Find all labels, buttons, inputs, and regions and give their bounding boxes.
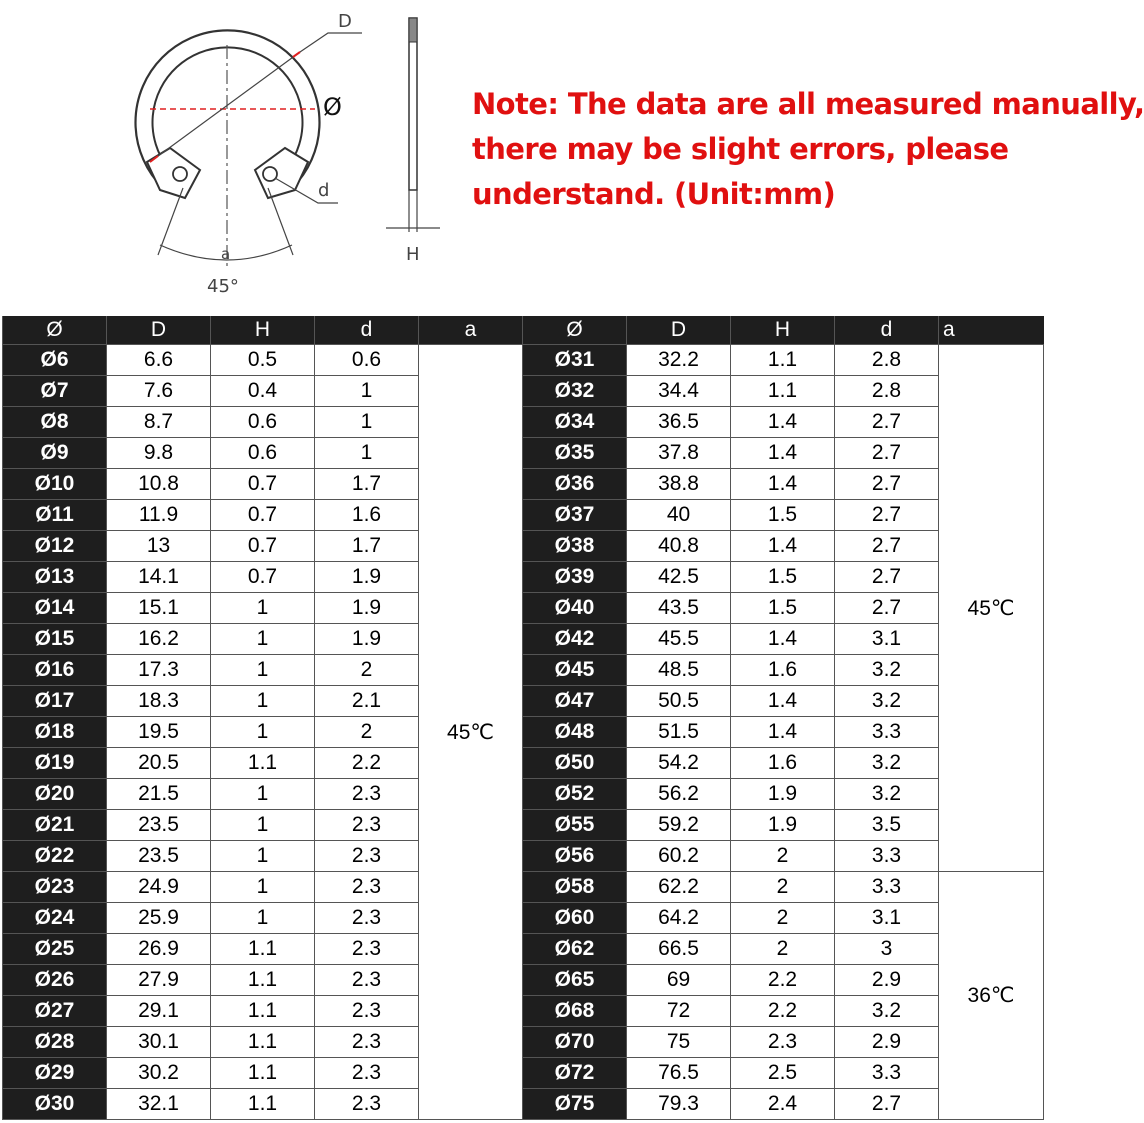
right-cell-D: 34.4 <box>627 376 731 407</box>
left-cell-H: 1 <box>211 593 315 624</box>
left-cell-H: 0.7 <box>211 531 315 562</box>
left-cell-D: 19.5 <box>107 717 211 748</box>
left-cell-D: 27.9 <box>107 965 211 996</box>
table-row <box>3 934 1044 965</box>
right-cell-size: Ø60 <box>523 903 627 934</box>
left-cell-d: 2.3 <box>315 1058 419 1089</box>
left-cell-H: 1 <box>211 624 315 655</box>
right-cell-d: 3.3 <box>835 841 939 872</box>
table-row <box>3 562 1044 593</box>
right-cell-d: 3.2 <box>835 996 939 1027</box>
right-cell-size: Ø37 <box>523 500 627 531</box>
left-cell-D: 15.1 <box>107 593 211 624</box>
table-row <box>3 810 1044 841</box>
right-cell-D: 76.5 <box>627 1058 731 1089</box>
right-cell-size: Ø58 <box>523 872 627 903</box>
right-cell-size: Ø36 <box>523 469 627 500</box>
right-cell-d: 3.2 <box>835 686 939 717</box>
measurement-note <box>472 82 1144 217</box>
right-cell-H: 2.2 <box>731 996 835 1027</box>
left-cell-D: 20.5 <box>107 748 211 779</box>
right-cell-size: Ø31 <box>523 345 627 376</box>
right-cell-size: Ø35 <box>523 438 627 469</box>
left-cell-d: 1.9 <box>315 624 419 655</box>
left-cell-d: 1 <box>315 407 419 438</box>
left-cell-d: 2.3 <box>315 872 419 903</box>
right-cell-size: Ø55 <box>523 810 627 841</box>
right-cell-D: 38.8 <box>627 469 731 500</box>
left-cell-d: 2.3 <box>315 996 419 1027</box>
diameter-line-red-top <box>293 52 300 57</box>
left-cell-D: 6.6 <box>107 345 211 376</box>
label-H: H <box>406 244 420 265</box>
left-cell-H: 0.6 <box>211 407 315 438</box>
table-row <box>3 345 1044 376</box>
right-cell-d: 3.2 <box>835 779 939 810</box>
table-row <box>3 841 1044 872</box>
left-cell-size: Ø10 <box>3 469 107 500</box>
table-row <box>3 717 1044 748</box>
table-row <box>3 779 1044 810</box>
left-cell-D: 13 <box>107 531 211 562</box>
left-cell-D: 8.7 <box>107 407 211 438</box>
table-row <box>3 1089 1044 1120</box>
left-cell-D: 9.8 <box>107 438 211 469</box>
left-cell-a: 45℃ <box>419 345 523 1120</box>
right-cell-D: 60.2 <box>627 841 731 872</box>
retaining-ring-drawing <box>0 0 460 310</box>
angle-line-left <box>158 188 183 255</box>
table-row <box>3 624 1044 655</box>
left-cell-D: 23.5 <box>107 810 211 841</box>
note-line-2: there may be slight errors, please <box>472 132 1009 166</box>
left-cell-H: 1 <box>211 872 315 903</box>
size-table <box>2 316 1044 1120</box>
right-cell-a-top: 45℃ <box>939 345 1044 872</box>
header-a-right: a <box>939 316 1044 345</box>
right-cell-size: Ø40 <box>523 593 627 624</box>
right-cell-H: 1.4 <box>731 407 835 438</box>
left-cell-size: Ø9 <box>3 438 107 469</box>
right-cell-H: 2.3 <box>731 1027 835 1058</box>
right-cell-d: 2.9 <box>835 1027 939 1058</box>
header-a-left: a <box>419 316 523 345</box>
left-cell-size: Ø8 <box>3 407 107 438</box>
left-cell-H: 0.4 <box>211 376 315 407</box>
right-cell-H: 2 <box>731 903 835 934</box>
left-cell-D: 25.9 <box>107 903 211 934</box>
label-phi: Ø <box>323 93 342 121</box>
left-cell-d: 2.3 <box>315 934 419 965</box>
table-row <box>3 965 1044 996</box>
right-cell-d: 3.1 <box>835 903 939 934</box>
right-cell-d: 3 <box>835 934 939 965</box>
right-cell-D: 64.2 <box>627 903 731 934</box>
right-cell-H: 1.6 <box>731 655 835 686</box>
right-cell-d: 3.3 <box>835 717 939 748</box>
table-row <box>3 500 1044 531</box>
left-cell-size: Ø13 <box>3 562 107 593</box>
left-cell-D: 29.1 <box>107 996 211 1027</box>
left-cell-H: 0.7 <box>211 469 315 500</box>
left-cell-H: 0.5 <box>211 345 315 376</box>
diameter-line <box>150 52 300 162</box>
right-cell-H: 1.4 <box>731 624 835 655</box>
right-cell-D: 37.8 <box>627 438 731 469</box>
table-row <box>3 469 1044 500</box>
right-cell-size: Ø70 <box>523 1027 627 1058</box>
right-cell-D: 45.5 <box>627 624 731 655</box>
right-cell-H: 1.4 <box>731 717 835 748</box>
left-cell-H: 0.6 <box>211 438 315 469</box>
left-cell-d: 1.7 <box>315 469 419 500</box>
right-cell-d: 3.1 <box>835 624 939 655</box>
right-cell-H: 1.4 <box>731 686 835 717</box>
right-cell-H: 1.6 <box>731 748 835 779</box>
left-cell-H: 1 <box>211 779 315 810</box>
left-cell-D: 10.8 <box>107 469 211 500</box>
header-D-left: D <box>107 316 211 345</box>
right-cell-d: 2.7 <box>835 407 939 438</box>
left-cell-H: 1.1 <box>211 1058 315 1089</box>
left-cell-D: 17.3 <box>107 655 211 686</box>
left-cell-size: Ø7 <box>3 376 107 407</box>
left-cell-d: 0.6 <box>315 345 419 376</box>
left-cell-H: 1.1 <box>211 996 315 1027</box>
header-H-right: H <box>731 316 835 345</box>
left-cell-size: Ø15 <box>3 624 107 655</box>
left-cell-d: 2.3 <box>315 779 419 810</box>
right-cell-H: 2.2 <box>731 965 835 996</box>
right-cell-D: 79.3 <box>627 1089 731 1120</box>
left-cell-H: 1.1 <box>211 1089 315 1120</box>
left-cell-D: 11.9 <box>107 500 211 531</box>
right-cell-d: 2.7 <box>835 500 939 531</box>
table-row <box>3 407 1044 438</box>
left-cell-d: 2.3 <box>315 965 419 996</box>
table-row <box>3 686 1044 717</box>
table-row <box>3 1027 1044 1058</box>
left-cell-H: 1.1 <box>211 934 315 965</box>
right-cell-H: 2 <box>731 934 835 965</box>
left-cell-D: 26.9 <box>107 934 211 965</box>
header-d-left: d <box>315 316 419 345</box>
table-row <box>3 903 1044 934</box>
right-cell-d: 2.8 <box>835 345 939 376</box>
table-body <box>3 345 1044 1120</box>
right-cell-d: 3.3 <box>835 872 939 903</box>
left-lug-hole <box>173 167 187 181</box>
left-cell-size: Ø28 <box>3 1027 107 1058</box>
right-cell-d: 2.8 <box>835 376 939 407</box>
header-D-right: D <box>627 316 731 345</box>
left-cell-d: 2.3 <box>315 841 419 872</box>
right-cell-d: 2.7 <box>835 593 939 624</box>
left-cell-H: 1.1 <box>211 1027 315 1058</box>
right-cell-size: Ø72 <box>523 1058 627 1089</box>
right-cell-size: Ø39 <box>523 562 627 593</box>
table-row <box>3 531 1044 562</box>
table-row <box>3 872 1044 903</box>
left-cell-size: Ø11 <box>3 500 107 531</box>
left-cell-D: 16.2 <box>107 624 211 655</box>
left-cell-D: 30.1 <box>107 1027 211 1058</box>
left-cell-H: 1 <box>211 717 315 748</box>
left-cell-size: Ø12 <box>3 531 107 562</box>
left-cell-size: Ø30 <box>3 1089 107 1120</box>
right-cell-D: 40 <box>627 500 731 531</box>
left-cell-H: 0.7 <box>211 500 315 531</box>
header-phi-right: Ø <box>523 316 627 345</box>
left-cell-size: Ø14 <box>3 593 107 624</box>
right-cell-D: 42.5 <box>627 562 731 593</box>
right-cell-H: 1.1 <box>731 345 835 376</box>
side-view-hatch <box>409 18 417 42</box>
right-cell-H: 1.5 <box>731 500 835 531</box>
right-cell-d: 3.2 <box>835 655 939 686</box>
left-cell-d: 1.9 <box>315 593 419 624</box>
D-leader <box>300 33 362 52</box>
right-cell-H: 1.9 <box>731 779 835 810</box>
right-cell-H: 1.9 <box>731 810 835 841</box>
left-cell-d: 2.3 <box>315 903 419 934</box>
angle-line-right <box>268 188 293 255</box>
right-cell-D: 69 <box>627 965 731 996</box>
right-cell-size: Ø68 <box>523 996 627 1027</box>
note-line-1: Note: The data are all measured manually, <box>472 87 1144 121</box>
left-cell-d: 2.3 <box>315 810 419 841</box>
left-cell-d: 1 <box>315 438 419 469</box>
right-cell-size: Ø47 <box>523 686 627 717</box>
right-cell-D: 66.5 <box>627 934 731 965</box>
right-cell-H: 1.5 <box>731 593 835 624</box>
left-cell-H: 1.1 <box>211 965 315 996</box>
right-cell-size: Ø45 <box>523 655 627 686</box>
left-cell-D: 21.5 <box>107 779 211 810</box>
left-cell-size: Ø23 <box>3 872 107 903</box>
left-cell-D: 7.6 <box>107 376 211 407</box>
table-row <box>3 748 1044 779</box>
right-cell-H: 2.5 <box>731 1058 835 1089</box>
right-lug-hole <box>263 167 277 181</box>
right-cell-H: 1.4 <box>731 469 835 500</box>
table-row <box>3 1058 1044 1089</box>
left-cell-size: Ø22 <box>3 841 107 872</box>
right-cell-D: 54.2 <box>627 748 731 779</box>
right-cell-a-bottom: 36℃ <box>939 872 1044 1120</box>
left-cell-d: 2.3 <box>315 1027 419 1058</box>
right-cell-D: 40.8 <box>627 531 731 562</box>
left-cell-H: 1 <box>211 841 315 872</box>
right-cell-d: 2.7 <box>835 562 939 593</box>
right-cell-H: 1.5 <box>731 562 835 593</box>
right-cell-H: 2 <box>731 872 835 903</box>
right-cell-D: 72 <box>627 996 731 1027</box>
right-cell-d: 3.2 <box>835 748 939 779</box>
right-cell-D: 62.2 <box>627 872 731 903</box>
left-cell-size: Ø17 <box>3 686 107 717</box>
right-cell-D: 43.5 <box>627 593 731 624</box>
right-cell-D: 59.2 <box>627 810 731 841</box>
right-cell-size: Ø42 <box>523 624 627 655</box>
right-cell-D: 36.5 <box>627 407 731 438</box>
right-cell-size: Ø62 <box>523 934 627 965</box>
left-cell-H: 1 <box>211 810 315 841</box>
right-cell-size: Ø56 <box>523 841 627 872</box>
left-cell-size: Ø29 <box>3 1058 107 1089</box>
left-cell-size: Ø20 <box>3 779 107 810</box>
left-cell-d: 2.1 <box>315 686 419 717</box>
left-cell-D: 18.3 <box>107 686 211 717</box>
side-view-bar <box>409 18 417 190</box>
left-cell-size: Ø21 <box>3 810 107 841</box>
left-cell-size: Ø16 <box>3 655 107 686</box>
left-cell-d: 2 <box>315 717 419 748</box>
right-cell-H: 1.4 <box>731 438 835 469</box>
left-cell-H: 1 <box>211 686 315 717</box>
left-cell-d: 2.2 <box>315 748 419 779</box>
right-cell-D: 48.5 <box>627 655 731 686</box>
label-D: D <box>338 11 352 32</box>
right-cell-D: 51.5 <box>627 717 731 748</box>
right-cell-d: 2.7 <box>835 438 939 469</box>
right-cell-D: 56.2 <box>627 779 731 810</box>
table-row <box>3 996 1044 1027</box>
header-phi-left: Ø <box>3 316 107 345</box>
retaining-ring-diagram <box>0 0 460 310</box>
left-cell-size: Ø26 <box>3 965 107 996</box>
right-cell-D: 50.5 <box>627 686 731 717</box>
left-cell-size: Ø25 <box>3 934 107 965</box>
left-cell-D: 23.5 <box>107 841 211 872</box>
label-angle: 45° <box>207 276 239 297</box>
right-cell-size: Ø75 <box>523 1089 627 1120</box>
left-cell-d: 1.6 <box>315 500 419 531</box>
right-cell-size: Ø38 <box>523 531 627 562</box>
left-cell-H: 1 <box>211 903 315 934</box>
header-H-left: H <box>211 316 315 345</box>
left-cell-size: Ø24 <box>3 903 107 934</box>
left-cell-size: Ø18 <box>3 717 107 748</box>
right-cell-H: 1.1 <box>731 376 835 407</box>
left-cell-size: Ø27 <box>3 996 107 1027</box>
table-row <box>3 655 1044 686</box>
label-a: a <box>221 245 231 263</box>
table-header-row <box>3 316 1044 345</box>
table-row <box>3 438 1044 469</box>
left-cell-d: 2.3 <box>315 1089 419 1120</box>
table-row <box>3 593 1044 624</box>
left-cell-H: 0.7 <box>211 562 315 593</box>
right-cell-H: 2.4 <box>731 1089 835 1120</box>
left-cell-size: Ø19 <box>3 748 107 779</box>
left-cell-d: 1 <box>315 376 419 407</box>
right-cell-d: 2.7 <box>835 531 939 562</box>
right-cell-size: Ø34 <box>523 407 627 438</box>
table-row <box>3 376 1044 407</box>
right-cell-d: 3.3 <box>835 1058 939 1089</box>
right-cell-d: 2.7 <box>835 469 939 500</box>
right-cell-H: 2 <box>731 841 835 872</box>
header-d-right: d <box>835 316 939 345</box>
note-line-3: understand. (Unit:mm) <box>472 177 836 211</box>
left-cell-d: 2 <box>315 655 419 686</box>
left-cell-d: 1.9 <box>315 562 419 593</box>
right-cell-size: Ø32 <box>523 376 627 407</box>
right-cell-d: 2.7 <box>835 1089 939 1120</box>
right-cell-size: Ø48 <box>523 717 627 748</box>
right-cell-d: 3.5 <box>835 810 939 841</box>
left-cell-D: 14.1 <box>107 562 211 593</box>
left-cell-H: 1 <box>211 655 315 686</box>
left-cell-D: 30.2 <box>107 1058 211 1089</box>
right-cell-D: 32.2 <box>627 345 731 376</box>
left-cell-d: 1.7 <box>315 531 419 562</box>
left-cell-H: 1.1 <box>211 748 315 779</box>
right-cell-size: Ø65 <box>523 965 627 996</box>
right-cell-size: Ø52 <box>523 779 627 810</box>
right-cell-size: Ø50 <box>523 748 627 779</box>
right-cell-H: 1.4 <box>731 531 835 562</box>
right-cell-d: 2.9 <box>835 965 939 996</box>
left-cell-D: 24.9 <box>107 872 211 903</box>
label-d: d <box>318 180 330 201</box>
left-cell-D: 32.1 <box>107 1089 211 1120</box>
right-cell-D: 75 <box>627 1027 731 1058</box>
left-cell-size: Ø6 <box>3 345 107 376</box>
